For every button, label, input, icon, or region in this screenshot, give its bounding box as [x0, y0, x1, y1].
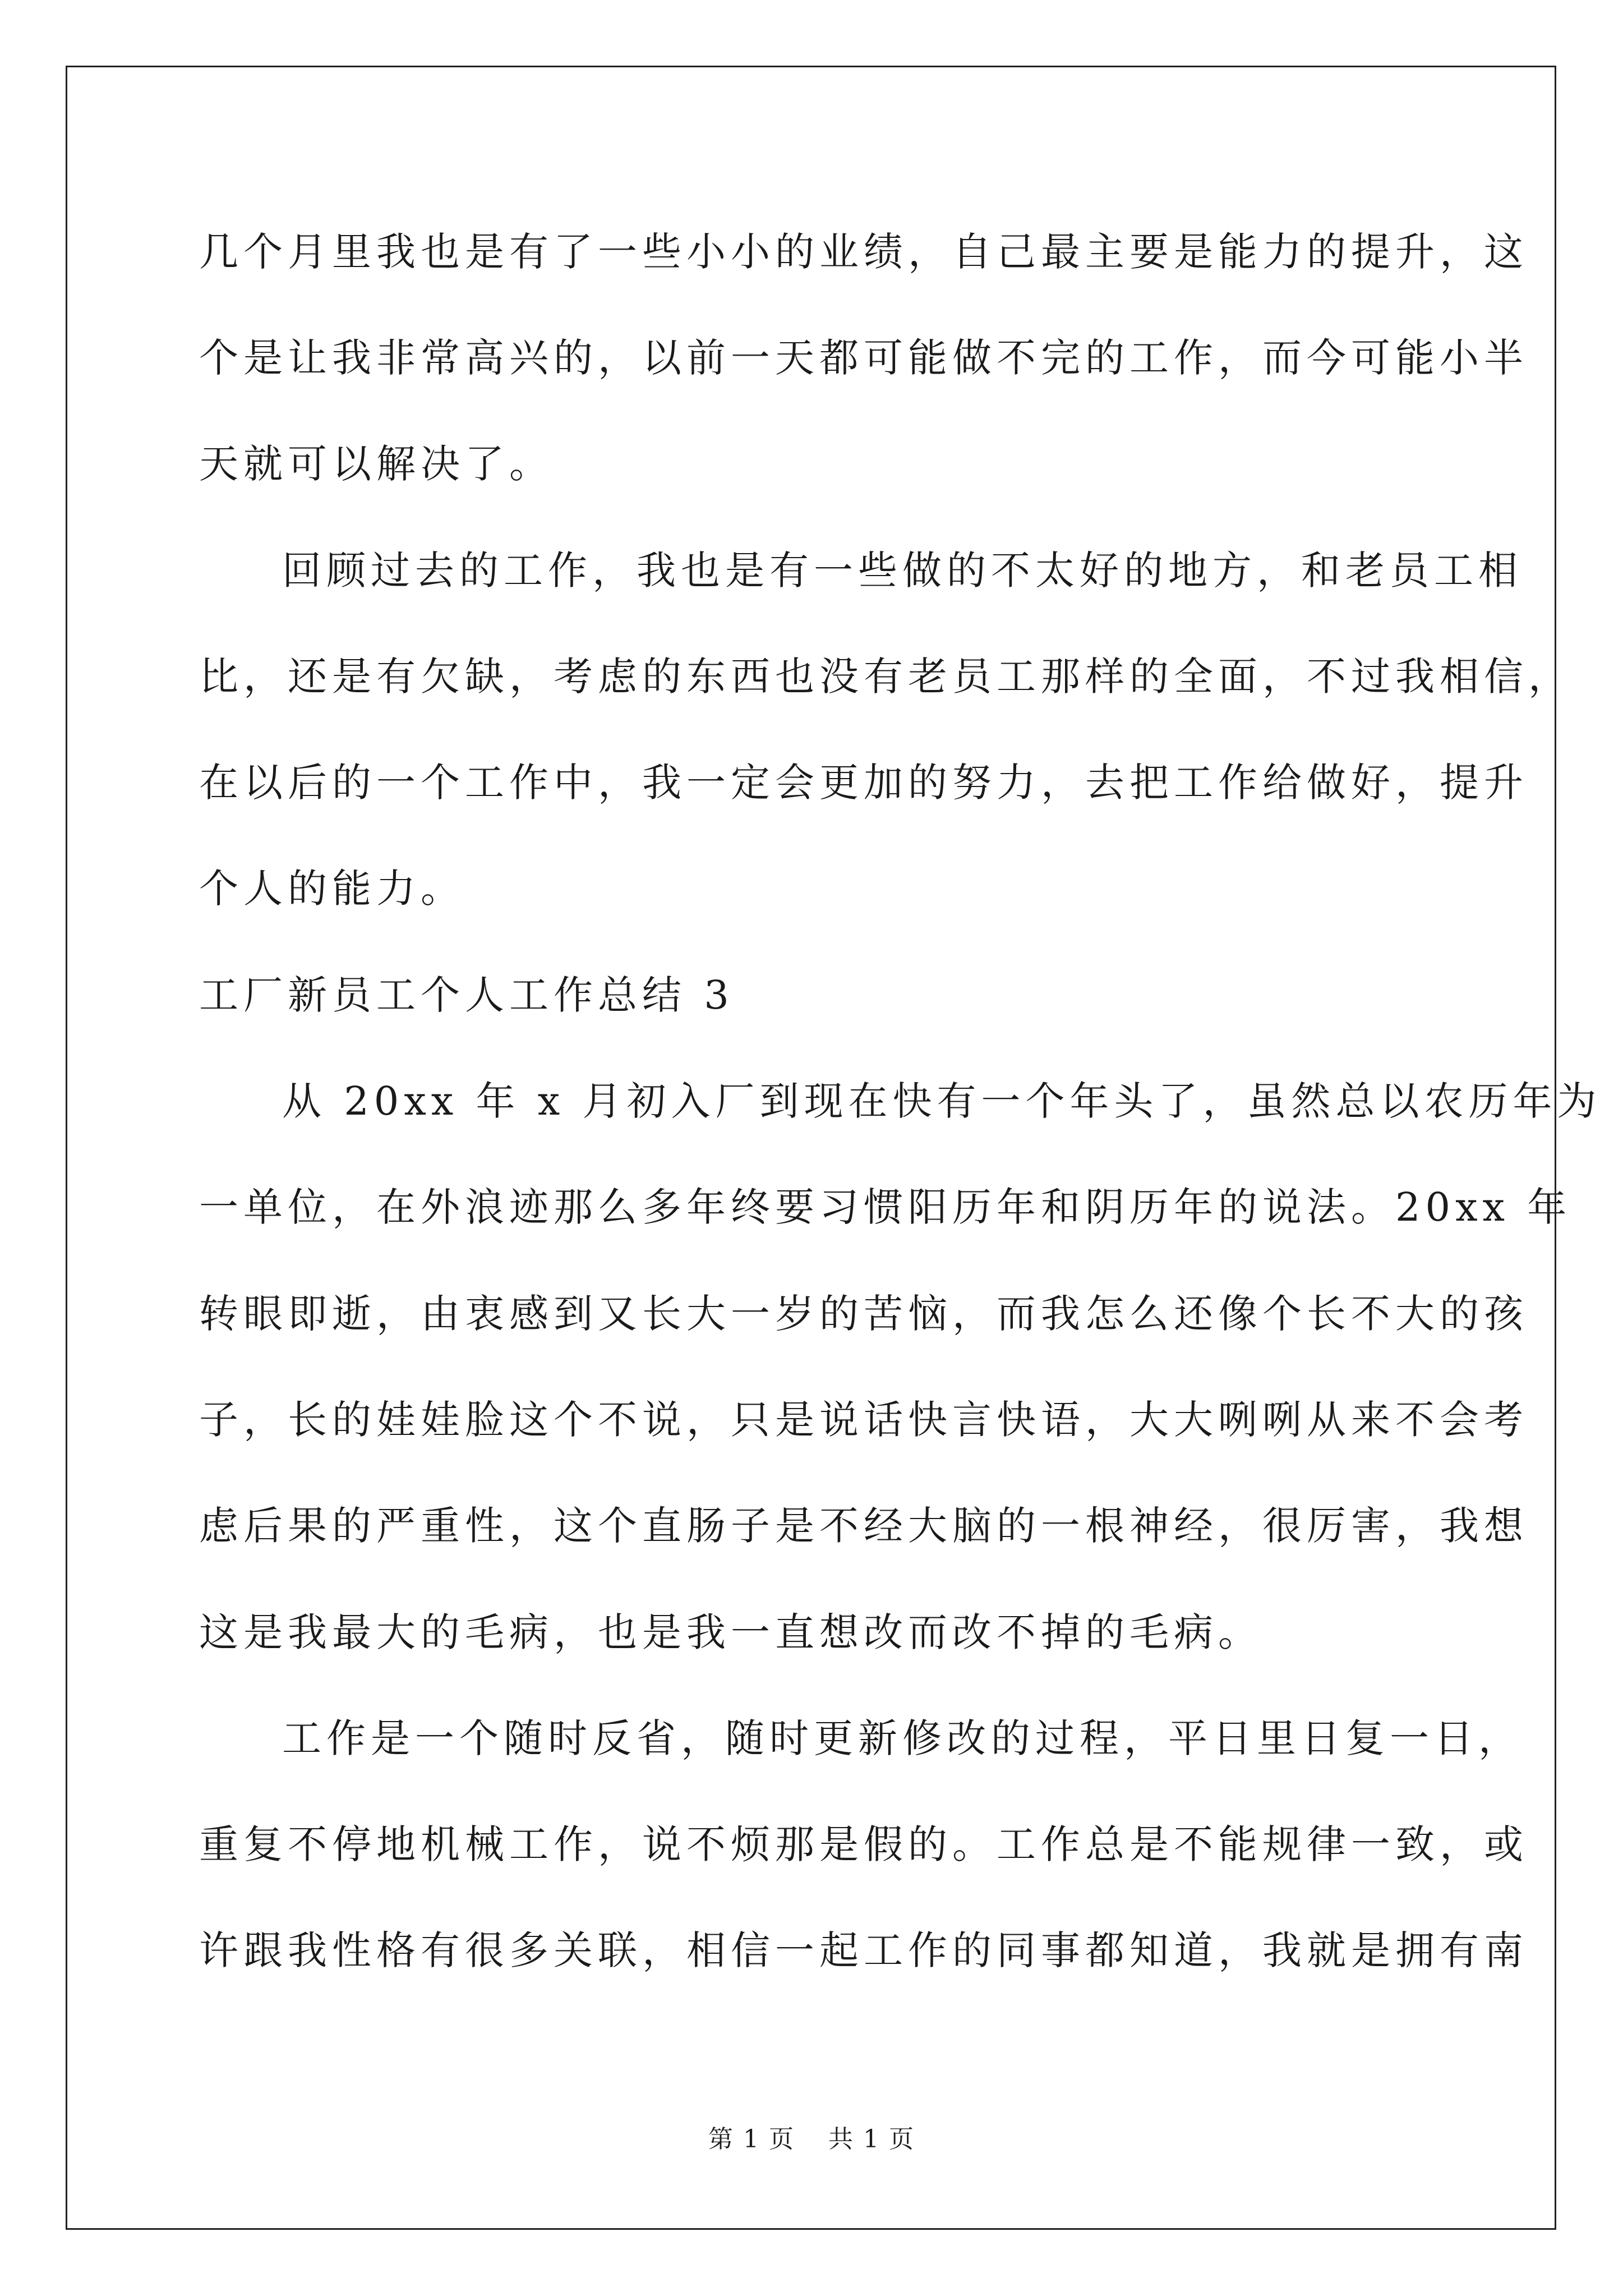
paragraph-first-line: 工作是一个随时反省，随时更新修改的过程，平日里日复一日， [282, 1715, 1523, 1761]
text-line: 许跟我性格有很多关联，相信一起工作的同事都知道，我就是拥有南 [199, 1927, 1528, 1973]
page-border [66, 66, 1602, 2230]
text-line: 个人的能力。 [199, 866, 465, 912]
text-line: 天就可以解决了。 [199, 441, 554, 487]
page-footer [0, 2123, 1623, 2156]
text-line: 一单位，在外浪迹那么多年终要习惯阳历年和阴历年的说法。20xx 年 [199, 1184, 1572, 1230]
text-line: 这是我最大的毛病，也是我一直想改而改不掉的毛病。 [199, 1609, 1262, 1655]
text-line: 转眼即逝，由衷感到又长大一岁的苦恼，而我怎么还像个长不大的孩 [199, 1291, 1528, 1337]
paragraph-first-line: 从 20xx 年 x 月初入厂到现在快有一个年头了，虽然总以农历年为 [282, 1078, 1602, 1124]
page-total: 共 1 页 [828, 2125, 915, 2154]
text-line: 比，还是有欠缺，考虑的东西也没有老员工那样的全面，不过我相信， [199, 654, 1573, 700]
page-number: 第 1 页 [708, 2125, 795, 2154]
text-line: 个是让我非常高兴的，以前一天都可能做不完的工作，而今可能小半 [199, 335, 1528, 381]
text-line: 在以后的一个工作中，我一定会更加的努力，去把工作给做好，提升 [199, 760, 1528, 806]
text-line: 子，长的娃娃脸这个不说，只是说话快言快语，大大咧咧从来不会考 [199, 1397, 1528, 1443]
section-heading: 工厂新员工个人工作总结 3 [199, 972, 734, 1018]
text-line: 重复不停地机械工作，说不烦那是假的。工作总是不能规律一致，或 [199, 1821, 1528, 1867]
text-line: 虑后果的严重性，这个直肠子是不经大脑的一根神经，很厉害，我想 [199, 1503, 1528, 1549]
paragraph-first-line: 回顾过去的工作，我也是有一些做的不太好的地方，和老员工相 [282, 547, 1523, 593]
text-line: 几个月里我也是有了一些小小的业绩，自己最主要是能力的提升，这 [199, 229, 1528, 275]
